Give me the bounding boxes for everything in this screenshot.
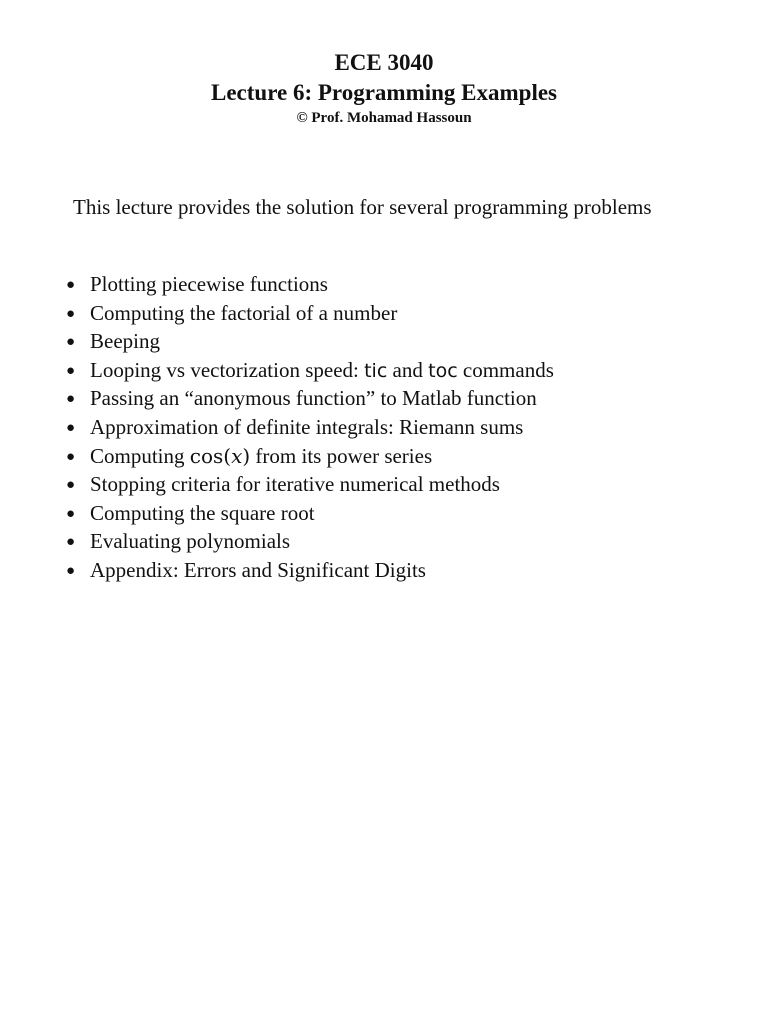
author-copyright: © Prof. Mohamad Hassoun bbox=[296, 110, 472, 126]
list-item-text: Beeping bbox=[90, 329, 160, 354]
list-item-text: Evaluating polynomials bbox=[90, 529, 291, 554]
list-item bbox=[66, 270, 746, 299]
list-item bbox=[66, 527, 746, 556]
bullet-icon: ● bbox=[66, 562, 76, 579]
math-expression bbox=[190, 444, 250, 468]
math-function: cos( bbox=[189, 443, 232, 468]
bullet-icon: ● bbox=[66, 448, 76, 465]
list-item bbox=[66, 470, 746, 499]
bullet-icon: ● bbox=[66, 277, 76, 293]
text-segment: from its power series bbox=[250, 443, 433, 468]
list-item bbox=[66, 356, 746, 385]
list-item bbox=[66, 442, 746, 471]
bullet-icon: ● bbox=[66, 391, 76, 408]
list-item bbox=[66, 413, 746, 442]
list-item bbox=[66, 556, 746, 585]
bullet-icon: ● bbox=[66, 534, 76, 551]
list-item bbox=[66, 327, 746, 356]
text-segment: Looping vs vectorization speed: bbox=[90, 357, 365, 382]
list-item bbox=[66, 384, 746, 413]
code-toc: toc bbox=[428, 359, 458, 382]
lecture-title: Lecture 6: Programming Examples bbox=[210, 80, 557, 105]
list-item-text: Computing the square root bbox=[90, 500, 315, 525]
code-tic: tic bbox=[364, 359, 388, 382]
math-paren: ) bbox=[242, 443, 251, 468]
list-item-text bbox=[90, 442, 432, 471]
bullet-icon: ● bbox=[66, 505, 76, 522]
list-item-text: Computing the factorial of a number bbox=[90, 300, 398, 325]
list-item bbox=[66, 299, 746, 328]
list-item-text: Stopping criteria for iterative numerical methods bbox=[90, 472, 500, 497]
bullet-icon: ● bbox=[66, 419, 76, 436]
list-item-text: Appendix: Errors and Significant Digits bbox=[90, 557, 426, 582]
list-item-text: Approximation of definite integrals: Riemann sums bbox=[90, 414, 524, 439]
bullet-icon: ● bbox=[66, 362, 76, 379]
text-segment: Computing bbox=[90, 443, 190, 468]
intro-paragraph: This lecture provides the solution for several programming problems bbox=[73, 195, 652, 219]
text-segment: commands bbox=[457, 357, 554, 382]
text-segment: and bbox=[387, 357, 429, 382]
list-item-text: Passing an “anonymous function” to Matlab function bbox=[90, 386, 537, 411]
bullet-icon: ● bbox=[66, 305, 76, 322]
list-item bbox=[66, 499, 746, 528]
math-variable: x bbox=[231, 443, 243, 468]
bullet-icon: ● bbox=[66, 477, 76, 494]
bullet-icon: ● bbox=[66, 334, 76, 351]
list-item-text bbox=[90, 356, 554, 386]
course-number: ECE 3040 bbox=[334, 50, 434, 75]
topic-list bbox=[66, 270, 746, 585]
list-item-text: Plotting piecewise functions bbox=[90, 272, 328, 296]
title-block bbox=[0, 48, 768, 128]
